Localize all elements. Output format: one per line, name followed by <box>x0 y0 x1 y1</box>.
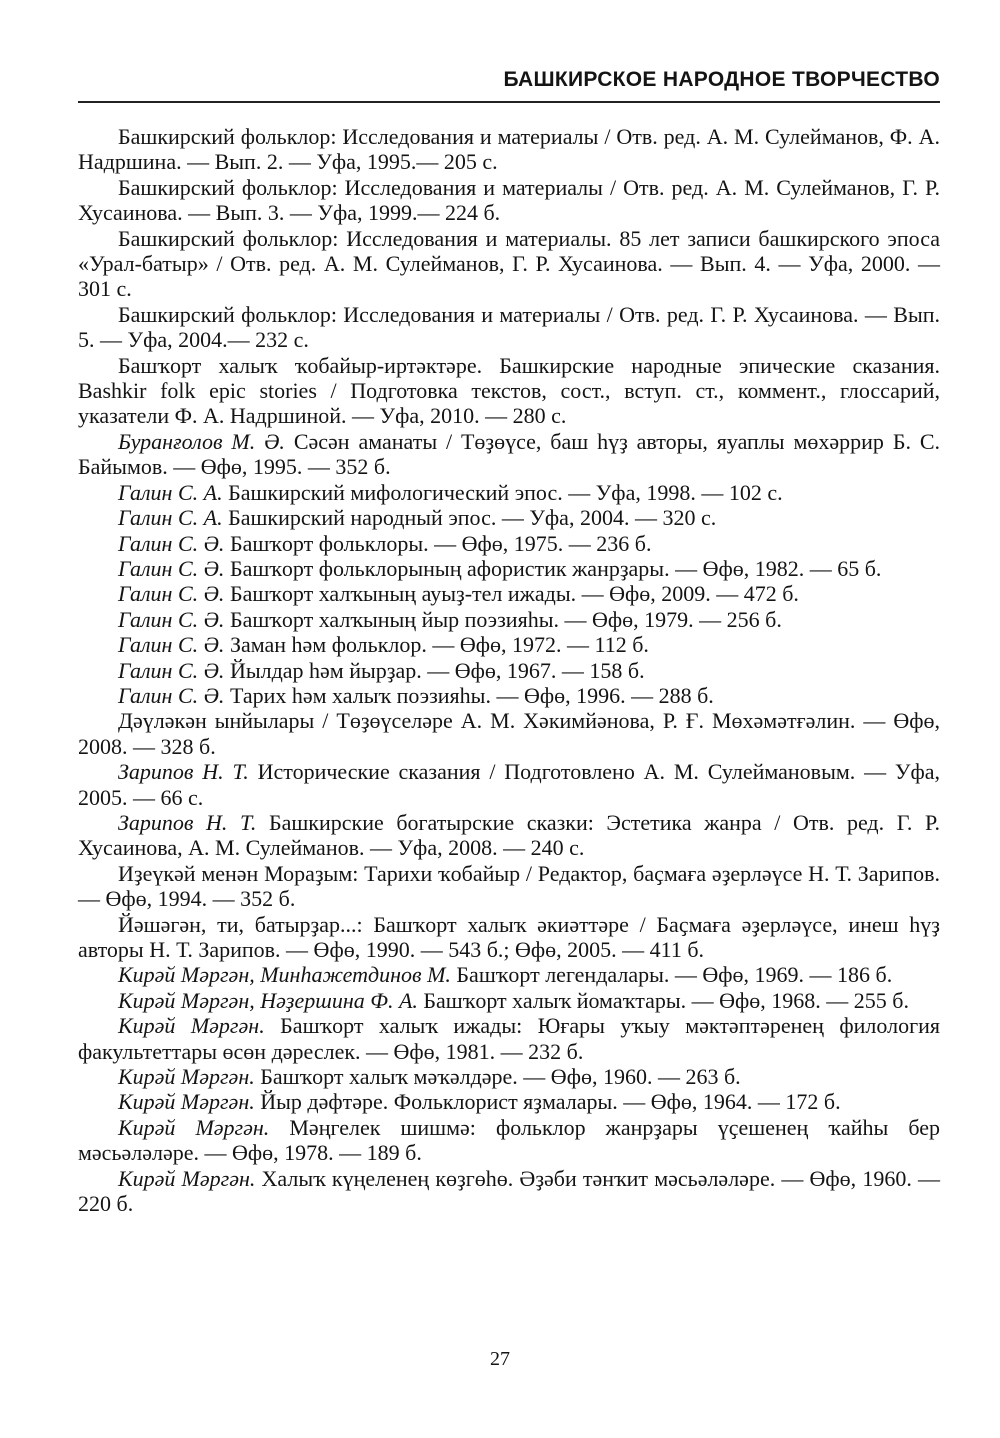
entry-text: Йәшәгән, ти, батырҙар...: Башҡорт халыҡ әкиәттәре / Баҫмаға әҙерләүсе, инеш һүҙ авторы Н. Т. Зарипов. — Өфө, 1990. — 543 б.; Өфө, 2005. — 411 б. <box>78 911 940 962</box>
bibliography-entry <box>78 581 940 606</box>
entry-text: Исторические сказания / Подготовлено А. М. Сулеймановым. — Уфа, 2005. — 66 с. <box>78 759 940 810</box>
bibliography-entry <box>78 607 940 632</box>
entry-author: Кирәй Мәргән, Нәҙершина Ф. А. <box>118 987 418 1013</box>
bibliography-entry <box>78 175 940 226</box>
entry-text: Башҡорт халҡының ауыҙ-тел ижады. — Өфө, 2009. — 472 б. <box>224 581 799 607</box>
bibliography-entry <box>78 302 940 353</box>
entry-author: Кирәй Мәргән. <box>118 1114 270 1140</box>
bibliography-entry <box>78 912 940 963</box>
entry-author: Кирәй Мәргән, Минһажетдинов М. <box>118 962 451 988</box>
bibliography-entry <box>78 861 940 912</box>
entry-text: Башкирские богатырские сказки: Эстетика жанра / Отв. ред. Г. Р. Хусаинова, А. М. Сулейманов. — Уфа, 2008. — 240 с. <box>78 809 941 861</box>
entry-text: Башҡорт халыҡ ҡобайыр-иртәктәре. Башкирские народные эпические сказания. Bashkir folk epic stories / Подготовка текстов, сост., вступ. ст., коммент., глоссарий, указатели Ф. А. Надршиной. — Уфа, 2010. — 280 с. <box>78 352 940 429</box>
entry-text: Башҡорт халыҡ йомаҡтары. — Өфө, 1968. — 255 б. <box>417 987 909 1013</box>
entry-text: Башҡорт фольклоры. — Өфө, 1975. — 236 б. <box>224 530 652 556</box>
bibliography-list <box>78 124 940 1216</box>
entry-text: Мәңгелек шишмә: фольклор жанрҙары үҫешенең ҡайһы бер мәсьәләләре. — Өфө, 1978. — 189 б. <box>78 1114 940 1166</box>
entry-author: Галин С. Ә. <box>118 581 225 607</box>
entry-text: Башкирский фольклор: Исследования и материалы / Отв. ред. А. М. Сулейманов, Ф. А. Надршина. — Вып. 2. — Уфа, 1995.— 205 с. <box>78 124 940 175</box>
bibliography-entry <box>78 1166 940 1217</box>
bibliography-entry <box>78 1115 940 1166</box>
entry-author: Зарипов Н. Т. <box>118 809 257 835</box>
entry-text: Башҡорт фольклорының афористик жанрҙары. — Өфө, 1982. — 65 б. <box>224 555 882 581</box>
bibliography-entry <box>78 429 940 480</box>
entry-text: Башкирский народный эпос. — Уфа, 2004. — 320 с. <box>222 505 717 531</box>
entry-author: Зарипов Н. Т. <box>118 759 249 785</box>
bibliography-entry <box>78 1013 940 1064</box>
entry-author: Кирәй Мәргән. <box>118 1165 256 1191</box>
entry-author: Галин С. Ә. <box>118 555 225 581</box>
entry-author: Галин С. А. <box>118 505 223 531</box>
entry-author: Галин С. Ә. <box>118 657 225 683</box>
bibliography-entry <box>78 1089 940 1114</box>
entry-text: Халыҡ күңеленең көҙгөһө. Әҙәби тәнҡит мәсьәләләре. — Өфө, 1960. — 220 б. <box>78 1165 940 1217</box>
entry-text: Йылдар һәм йырҙар. — Өфө, 1967. — 158 б. <box>224 657 645 683</box>
entry-text: Башҡорт халҡының йыр поэзияһы. — Өфө, 1979. — 256 б. <box>224 606 782 632</box>
entry-text: Дәүләкән ынйылары / Төҙөүселәре А. М. Хәкимйәнова, Р. Ғ. Мөхәмәтғәлин. — Өфө, 2008. — 328 б. <box>78 708 940 759</box>
entry-text: Башҡорт легендалары. — Өфө, 1969. — 186 б. <box>450 962 893 988</box>
bibliography-entry <box>78 632 940 657</box>
bibliography-entry <box>78 708 940 759</box>
bibliography-entry <box>78 556 940 581</box>
entry-author: Галин С. Ә. <box>118 606 225 632</box>
entry-author: Галин С. Ә. <box>118 632 225 658</box>
bibliography-entry <box>78 505 940 530</box>
entry-author: Кирәй Мәргән. <box>118 1089 255 1115</box>
entry-author: Галин С. А. <box>118 479 223 505</box>
bibliography-entry <box>78 759 940 810</box>
entry-author: Кирәй Мәргән. <box>118 1013 265 1039</box>
header-divider <box>78 101 940 103</box>
bibliography-entry <box>78 124 940 175</box>
entry-author: Кирәй Мәргән. <box>118 1064 255 1090</box>
entry-text: Сәсән аманаты / Төҙөүсе, баш һүҙ авторы, яуаплы мөхәррир Б. С. Байымов. — Өфө, 1995. — 352 б. <box>78 428 941 480</box>
entry-text: Башкирский фольклор: Исследования и материалы. 85 лет записи башкирского эпоса «Урал-батыр» / Отв. ред. А. М. Сулейманов, Г. Р. Хусаинова. — Вып. 4. — Уфа, 2000. — 301 с. <box>78 225 940 302</box>
bibliography-entry <box>78 683 940 708</box>
entry-text: Йыр дәфтәре. Фольклорист яҙмалары. — Өфө, 1964. — 172 б. <box>254 1089 841 1115</box>
entry-text: Башкирский мифологический эпос. — Уфа, 1998. — 102 с. <box>222 479 783 505</box>
entry-text: Тарих һәм халыҡ поэзияһы. — Өфө, 1996. — 288 б. <box>224 682 714 708</box>
bibliography-entry <box>78 226 940 302</box>
entry-author: Галин С. Ә. <box>118 682 225 708</box>
entry-text: Иҙеүкәй менән Мораҙым: Тарихи ҡобайыр / Редактор, баҫмаға әҙерләүсе Н. Т. Зарипов. — Өфө, 1994. — 352 б. <box>78 860 940 912</box>
bibliography-entry <box>78 353 940 429</box>
entry-author: Галин С. Ә. <box>118 530 225 556</box>
entry-text: Заман һәм фольклор. — Өфө, 1972. — 112 б. <box>224 632 649 658</box>
bibliography-entry <box>78 658 940 683</box>
entry-author: Буранғолов М. Ә. <box>118 428 285 454</box>
bibliography-entry <box>78 480 940 505</box>
running-header-title: БАШКИРСКОЕ НАРОДНОЕ ТВОРЧЕСТВО <box>503 68 940 91</box>
entry-text: Башҡорт халыҡ мәҡәлдәре. — Өфө, 1960. — 263 б. <box>254 1064 741 1090</box>
bibliography-entry <box>78 810 940 861</box>
bibliography-entry <box>78 988 940 1013</box>
bibliography-entry <box>78 962 940 987</box>
page-number: 27 <box>490 1348 510 1370</box>
bibliography-entry <box>78 1064 940 1089</box>
entry-text: Башҡорт халыҡ ижады: Юғары уҡыу мәктәптәренең филология факультеттары өсөн дәреслек. — Өфө, 1981. — 232 б. <box>78 1013 940 1064</box>
entry-text: Башкирский фольклор: Исследования и материалы / Отв. ред. А. М. Сулейманов, Г. Р. Хусаинова. — Вып. 3. — Уфа, 1999.— 224 б. <box>78 174 940 226</box>
bibliography-entry <box>78 531 940 556</box>
entry-text: Башкирский фольклор: Исследования и материалы / Отв. ред. Г. Р. Хусаинова. — Вып. 5. — Уфа, 2004.— 232 с. <box>78 301 940 353</box>
